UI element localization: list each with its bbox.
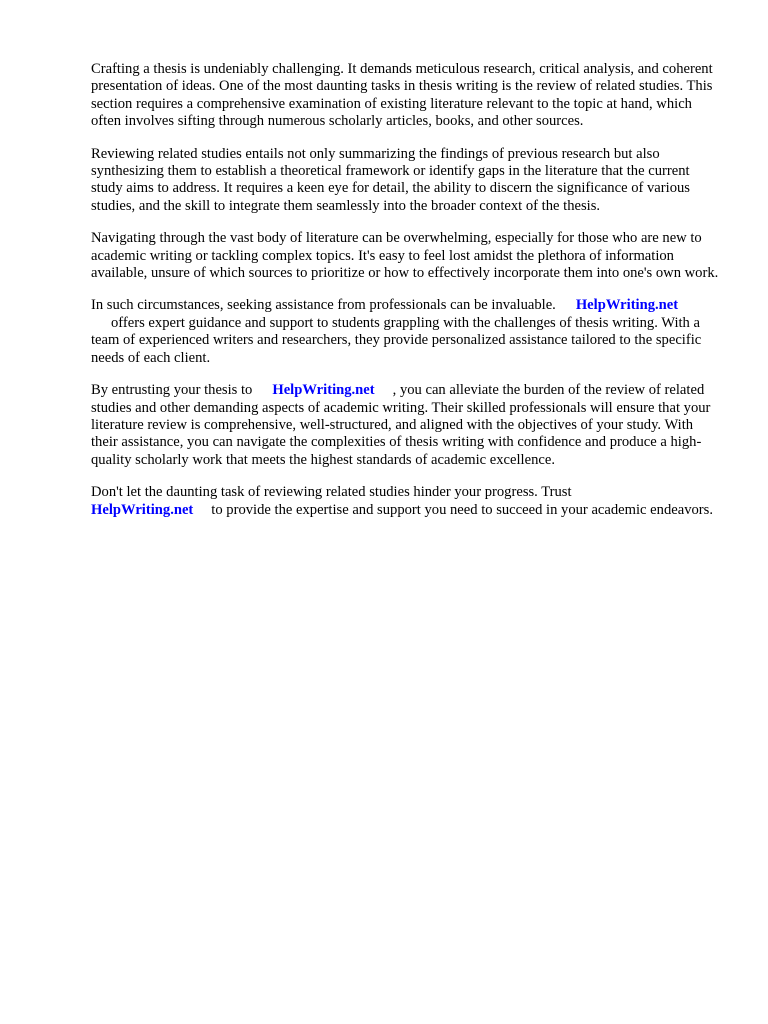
document-body — [91, 61, 721, 534]
helpwriting-link-3[interactable]: HelpWriting.net — [91, 501, 194, 518]
paragraph-navigating: Navigating through the vast body of literature can be overwhelming, especially for those who are new to academic writing or tackling complex topics. It's easy to feel lost amidst the plethora of information available, unsure of which sources to prioritize or how to effectively incorporate them into one's own work. — [91, 230, 719, 282]
paragraph-intro: Crafting a thesis is undeniably challenging. It demands meticulous research, critical analysis, and coherent presentation of ideas. One of the most daunting tasks in thesis writing is the review of related studies. This section requires a comprehensive examination of existing literature relevant to the topic at hand, which often involves sifting through numerous scholarly articles, books, and other sources. — [91, 61, 713, 130]
paragraph-entrusting — [91, 382, 721, 469]
helpwriting-link-1[interactable]: HelpWriting.net — [575, 297, 679, 314]
paragraph-reviewing: Reviewing related studies entails not only summarizing the findings of previous research but also synthesizing them to establish a theoretical framework or identify gaps in the literature that the current study aims to address. It requires a keen eye for detail, the ability to discern the significance of various studies, and the skill to integrate them seamlessly into the broader context of the thesis. — [91, 145, 690, 214]
helpwriting-link-2[interactable]: HelpWriting.net — [272, 382, 375, 399]
entrusting-text-before: By entrusting your thesis to — [91, 382, 253, 399]
assistance-text-after: offers expert guidance and support to students grappling with the challenges of thesis writing. With a team of experienced writers and researchers, they provide personalized assistance tailored to the specific needs of each client. — [91, 314, 702, 366]
closing-text-after: to provide the expertise and support you need to succeed in your academic endeavors. — [211, 501, 713, 518]
closing-text-before: Don't let the daunting task of reviewing related studies hinder your progress. Trust — [91, 484, 572, 501]
paragraph-assistance — [91, 297, 721, 367]
entrusting-text-after: , you can alleviate the burden of the review of related studies and other demanding aspects of academic writing. Their skilled professionals will ensure that your literature review is comprehensive, well-structured, and aligned with the objectives of your study. With their assistance, you can navigate the complexities of thesis writing with confidence and produce a high-quality scholarly work that meets the highest standards of academic excellence. — [91, 382, 711, 468]
paragraph-closing — [91, 484, 721, 519]
assistance-text-before: In such circumstances, seeking assistance from professionals can be invaluable. — [91, 297, 556, 314]
